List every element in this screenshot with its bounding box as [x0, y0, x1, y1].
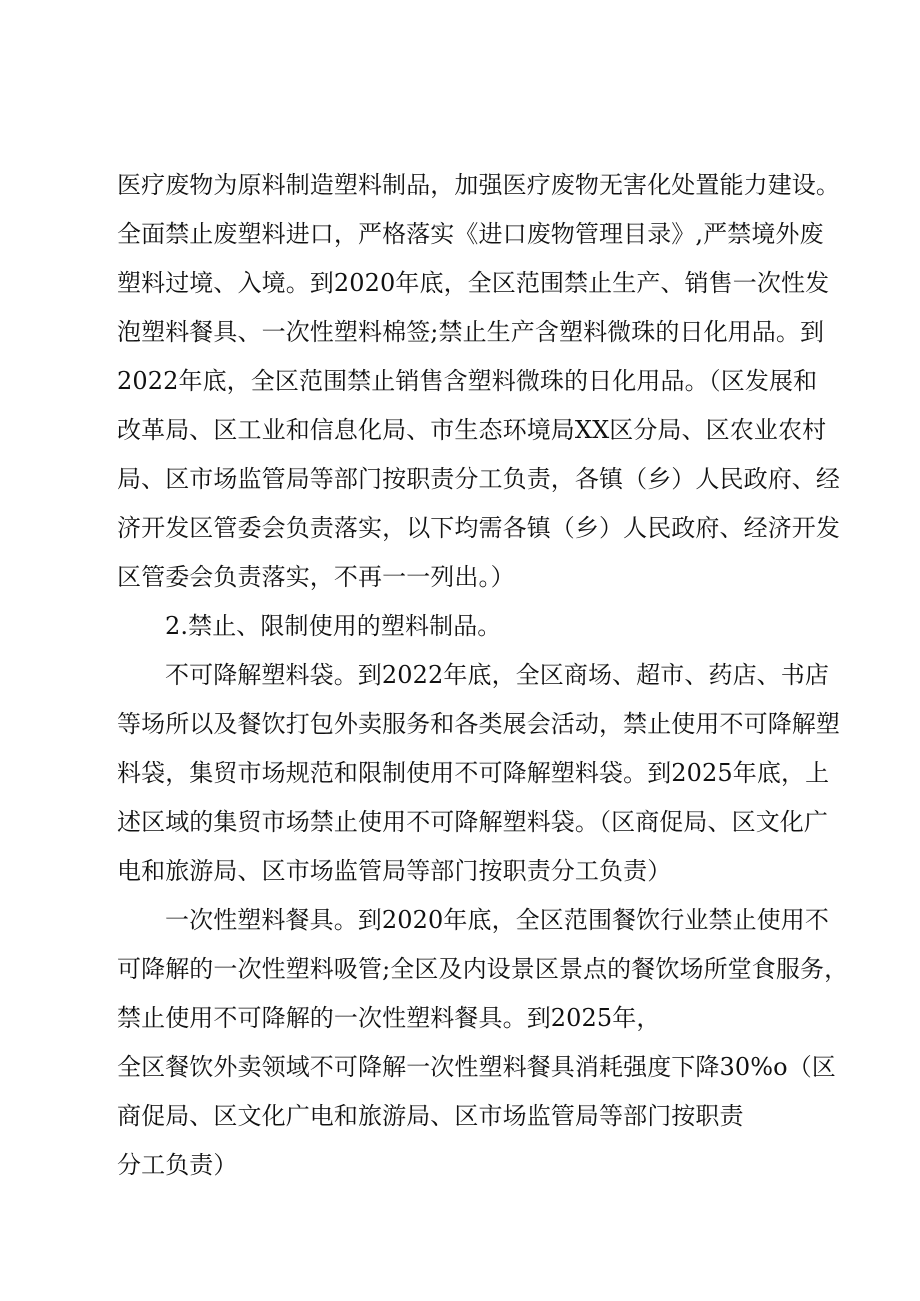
text-line-21: 分工负责） — [117, 1151, 238, 1179]
text-line-14: 述区域的集贸市场禁止使用不可降解塑料袋。（区商促局、区文化广 — [117, 808, 828, 836]
text-line-11: 不可降解塑料袋。到2022年底，全区商场、超市、药店、书店 — [165, 661, 829, 689]
text-line-5: 2022年底，全区范围禁止销售含塑料微珠的日化用品。（区发展和 — [117, 367, 818, 395]
text-line-12: 等场所以及餐饮打包外卖服务和各类展会活动，禁止使用不可降解塑 — [117, 710, 840, 738]
text-line-4: 泡塑料餐具、一次性塑料棉签;禁止生产含塑料微珠的日化用品。到 — [117, 318, 825, 346]
text-line-8: 济开发区管委会负责落实，以下均需各镇（乡）人民政府、经济开发 — [117, 514, 840, 542]
text-line-17: 可降解的一次性塑料吸管;全区及内设景区景点的餐饮场所堂食服务， — [117, 955, 849, 983]
text-line-19: 全区餐饮外卖领域不可降解一次性塑料餐具消耗强度下降30%o（区 — [117, 1053, 836, 1081]
text-line-3: 塑料过境、入境。到2020年底，全区范围禁止生产、销售一次性发 — [117, 269, 830, 297]
text-line-9: 区管委会负责落实，不再一一列出。） — [117, 563, 515, 591]
text-line-6: 改革局、区工业和信息化局、市生态环境局XX区分局、区农业农村 — [117, 416, 827, 444]
text-line-2: 全面禁止废塑料进口，严格落实《进口废物管理目录》,严禁境外废 — [117, 220, 824, 248]
text-line-15: 电和旅游局、区市场监管局等部门按职责分工负责） — [117, 857, 672, 885]
text-line-1: 医疗废物为原料制造塑料制品，加强医疗废物无害化处置能力建设。 — [117, 171, 840, 199]
text-line-18: 禁止使用不可降解的一次性塑料餐具。到2025年， — [117, 1004, 661, 1032]
text-line-7: 局、区市场监管局等部门按职责分工负责，各镇（乡）人民政府、经 — [117, 465, 840, 493]
text-line-20: 商促局、区文化广电和旅游局、区市场监管局等部门按职责 — [117, 1102, 744, 1130]
text-line-13: 料袋，集贸市场规范和限制使用不可降解塑料袋。到2025年底，上 — [117, 759, 830, 787]
text-line-16: 一次性塑料餐具。到2020年底，全区范围餐饮行业禁止使用不 — [165, 906, 829, 934]
section-heading: 2.禁止、限制使用的塑料制品。 — [165, 612, 502, 640]
